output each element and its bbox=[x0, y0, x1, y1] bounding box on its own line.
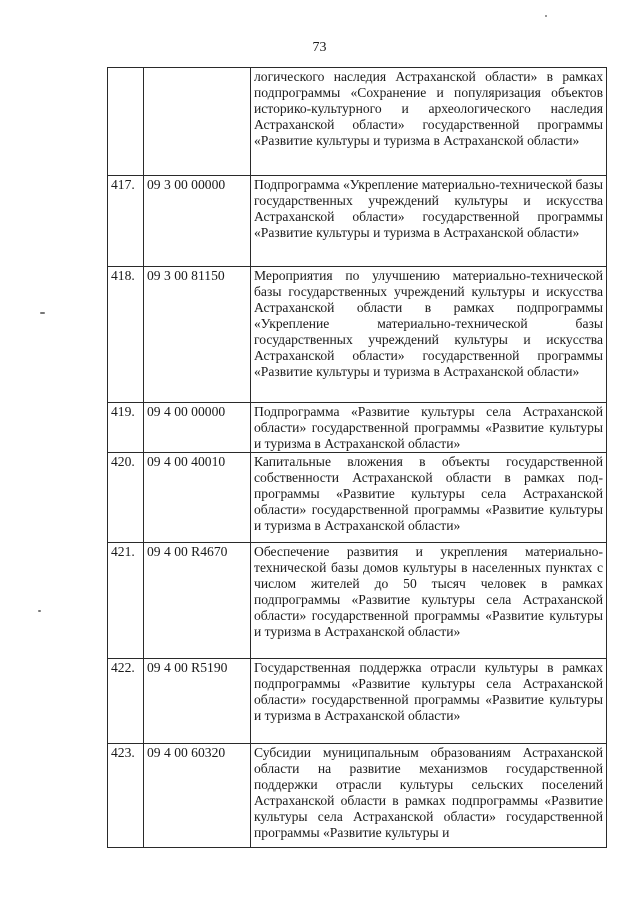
table-row bbox=[108, 543, 607, 659]
row-description: Капитальные вложения в объекты государственной собственности Астраханской области в рамках подпрограммы «Развитие культуры села Астраханской области» государственной программы «Развитие культуры и туризма в Астраханской области» bbox=[251, 453, 607, 543]
scan-speck bbox=[545, 15, 547, 17]
row-description: Мероприятия по улучшению материально-технической базы государственных учреждений культуры и искусства Астраханской области в рамках подпрограммы «Укрепление материально-технической базы государственных учреждений культуры и искусства Астраханской области» государственной программы «Развитие культуры и туризма в Астраханской области» bbox=[251, 267, 607, 403]
row-description: логического наследия Астраханской области» в рамках подпрограммы «Сохранение и популяризация объектов историко-культурного и археологического наследия Астраханской области» государственной программы «Развитие культуры и туризма в Астраханской области» bbox=[251, 68, 607, 176]
table-row bbox=[108, 403, 607, 453]
row-number: 422. bbox=[108, 659, 144, 744]
budget-code: 09 4 00 R4670 bbox=[144, 543, 251, 659]
table-row bbox=[108, 744, 607, 848]
row-description: Подпрограмма «Укрепление материально-технической базы государственных учреждений культуры и искусства Астраханской области» государственной программы «Развитие культуры и туризма в Астраханской области» bbox=[251, 176, 607, 267]
row-description: Субсидии муниципальным образованиям Астраханской области на развитие механизмов государственной поддержки отрасли культуры сельских поселений Астраханской области в рамках подпрограммы «Развитие культуры села Астраханской области» государственной программы «Развитие культуры и bbox=[251, 744, 607, 848]
row-number: 419. bbox=[108, 403, 144, 453]
table-row bbox=[108, 453, 607, 543]
budget-code: 09 4 00 00000 bbox=[144, 403, 251, 453]
row-description: Государственная поддержка отрасли культуры в рамках подпрограммы «Развитие культуры села Астраханской области» государственной программы «Развитие культуры и туризма в Астраханской области» bbox=[251, 659, 607, 744]
scan-speck bbox=[40, 312, 45, 314]
budget-code: 09 4 00 40010 bbox=[144, 453, 251, 543]
row-number: 421. bbox=[108, 543, 144, 659]
table-row bbox=[108, 176, 607, 267]
row-number: 418. bbox=[108, 267, 144, 403]
budget-code: 09 4 00 60320 bbox=[144, 744, 251, 848]
row-number bbox=[108, 68, 144, 176]
budget-code: 09 4 00 R5190 bbox=[144, 659, 251, 744]
table-row bbox=[108, 659, 607, 744]
row-description: Обеспечение развития и укрепления материально-технической базы домов культуры в населенных пунктах с числом жителей до 50 тысяч человек в рамках подпрограммы «Развитие культуры села Астраханской области» государственной программы «Развитие культуры и туризма в Астраханской области» bbox=[251, 543, 607, 659]
scan-speck bbox=[38, 610, 41, 612]
budget-code: 09 3 00 81150 bbox=[144, 267, 251, 403]
row-number: 420. bbox=[108, 453, 144, 543]
table-row bbox=[108, 267, 607, 403]
page-number: 73 bbox=[312, 40, 327, 55]
budget-code bbox=[144, 68, 251, 176]
budget-table bbox=[107, 67, 607, 848]
row-description: Подпрограмма «Развитие культуры села Астраханской области» государственной программы «Развитие культуры и туризма в Астраханской области» bbox=[251, 403, 607, 453]
budget-code: 09 3 00 00000 bbox=[144, 176, 251, 267]
row-number: 423. bbox=[108, 744, 144, 848]
table-row bbox=[108, 68, 607, 176]
row-number: 417. bbox=[108, 176, 144, 267]
